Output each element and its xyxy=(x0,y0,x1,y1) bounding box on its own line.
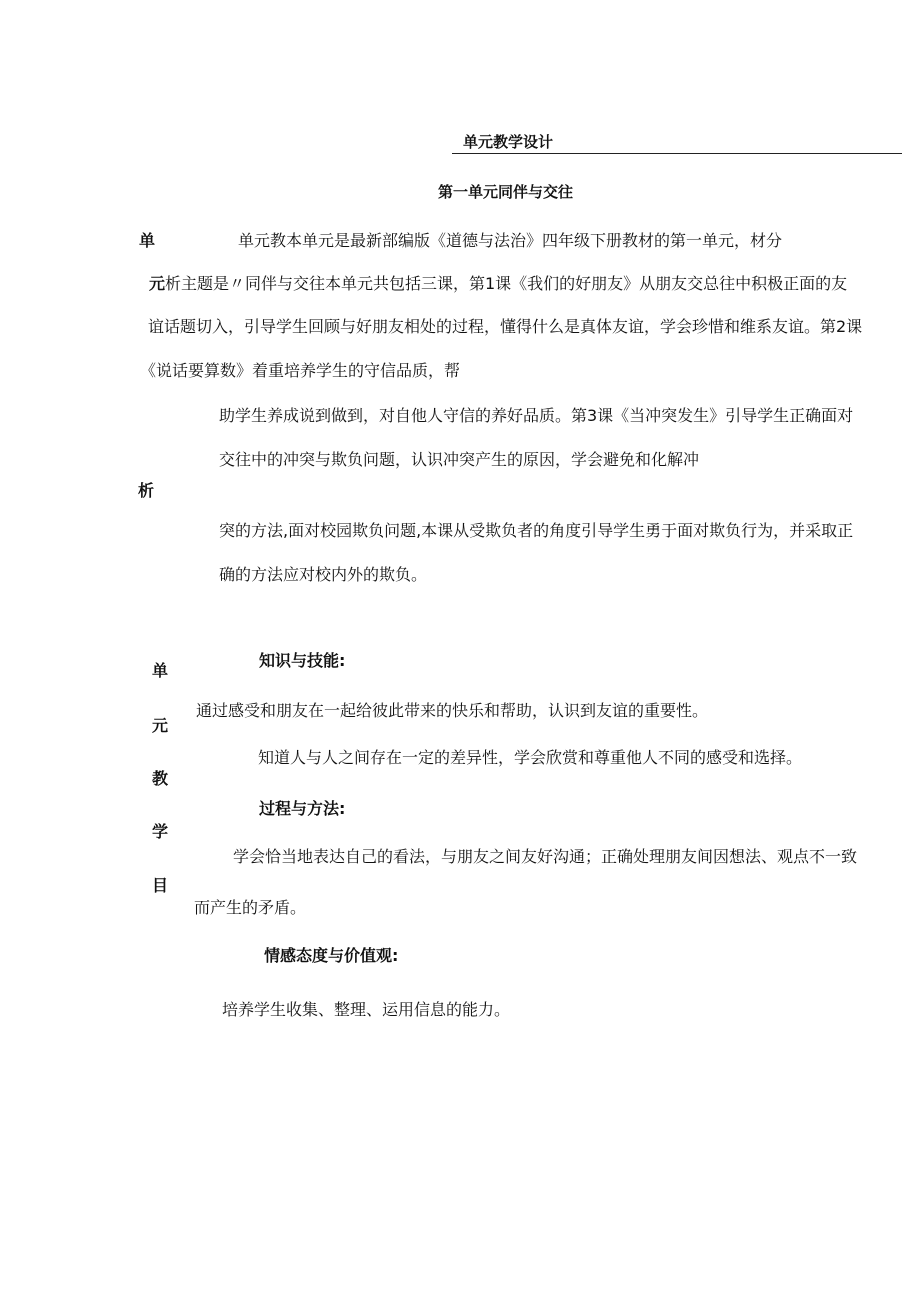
knowledge-heading: 知识与技能: xyxy=(259,651,346,670)
goal-line: 而产生的矛盾。 xyxy=(194,898,307,917)
title-underline xyxy=(452,153,902,154)
analysis-label-char: 元 xyxy=(149,274,166,293)
goals-label-char: 单 xyxy=(152,661,169,680)
analysis-line: 突的方法,面对校园欺负问题,本课从受欺负者的角度引导学生勇于面对欺负行为，并采取正 xyxy=(219,521,854,540)
unit-subtitle: 第一单元同伴与交往 xyxy=(438,183,574,201)
analysis-label-char: 析 xyxy=(138,481,155,500)
analysis-line: 确的方法应对校内外的欺负。 xyxy=(219,565,428,584)
goal-line: 学会恰当地表达自己的看法，与朋友之间友好沟通；正确处理朋友间因想法、观点不一致 xyxy=(233,847,858,866)
goals-label-char: 元 xyxy=(152,716,169,735)
goal-line: 知道人与人之间存在一定的差异性，学会欣赏和尊重他人不同的感受和选择。 xyxy=(258,748,803,767)
analysis-line: 《说话要算数》着重培养学生的守信品质，帮 xyxy=(140,361,461,380)
analysis-line: 单元教本单元是最新部编版《道德与法治》四年级下册教材的第一单元，材分 xyxy=(238,231,783,250)
analysis-line: 析主题是〃同伴与交往本单元共包括三课，第1课《我们的好朋友》从朋友交总往中积极正面的友 xyxy=(165,274,848,293)
goals-label-char: 目 xyxy=(152,876,169,895)
analysis-line: 助学生养成说到做到，对自他人守信的养好品质。第3课《当冲突发生》引导学生正确面对 xyxy=(219,406,854,425)
analysis-line: 交往中的冲突与欺负问题，认识冲突产生的原因，学会避免和化解冲 xyxy=(219,450,700,469)
process-heading: 过程与方法: xyxy=(259,799,346,818)
emotion-heading: 情感态度与价值观: xyxy=(264,946,399,965)
analysis-line: 谊话题切入，引导学生回顾与好朋友相处的过程，懂得什么是真体友谊，学会珍惜和维系友谊。第2课 xyxy=(148,317,863,336)
goal-line: 通过感受和朋友在一起给彼此带来的快乐和帮助，认识到友谊的重要性。 xyxy=(196,701,709,720)
goal-line: 培养学生收集、整理、运用信息的能力。 xyxy=(222,1000,511,1019)
document-title: 单元教学设计 xyxy=(463,133,554,151)
goals-label-char: 教 xyxy=(152,769,169,788)
analysis-label-char: 单 xyxy=(139,231,156,250)
goals-label-char: 学 xyxy=(152,822,169,841)
